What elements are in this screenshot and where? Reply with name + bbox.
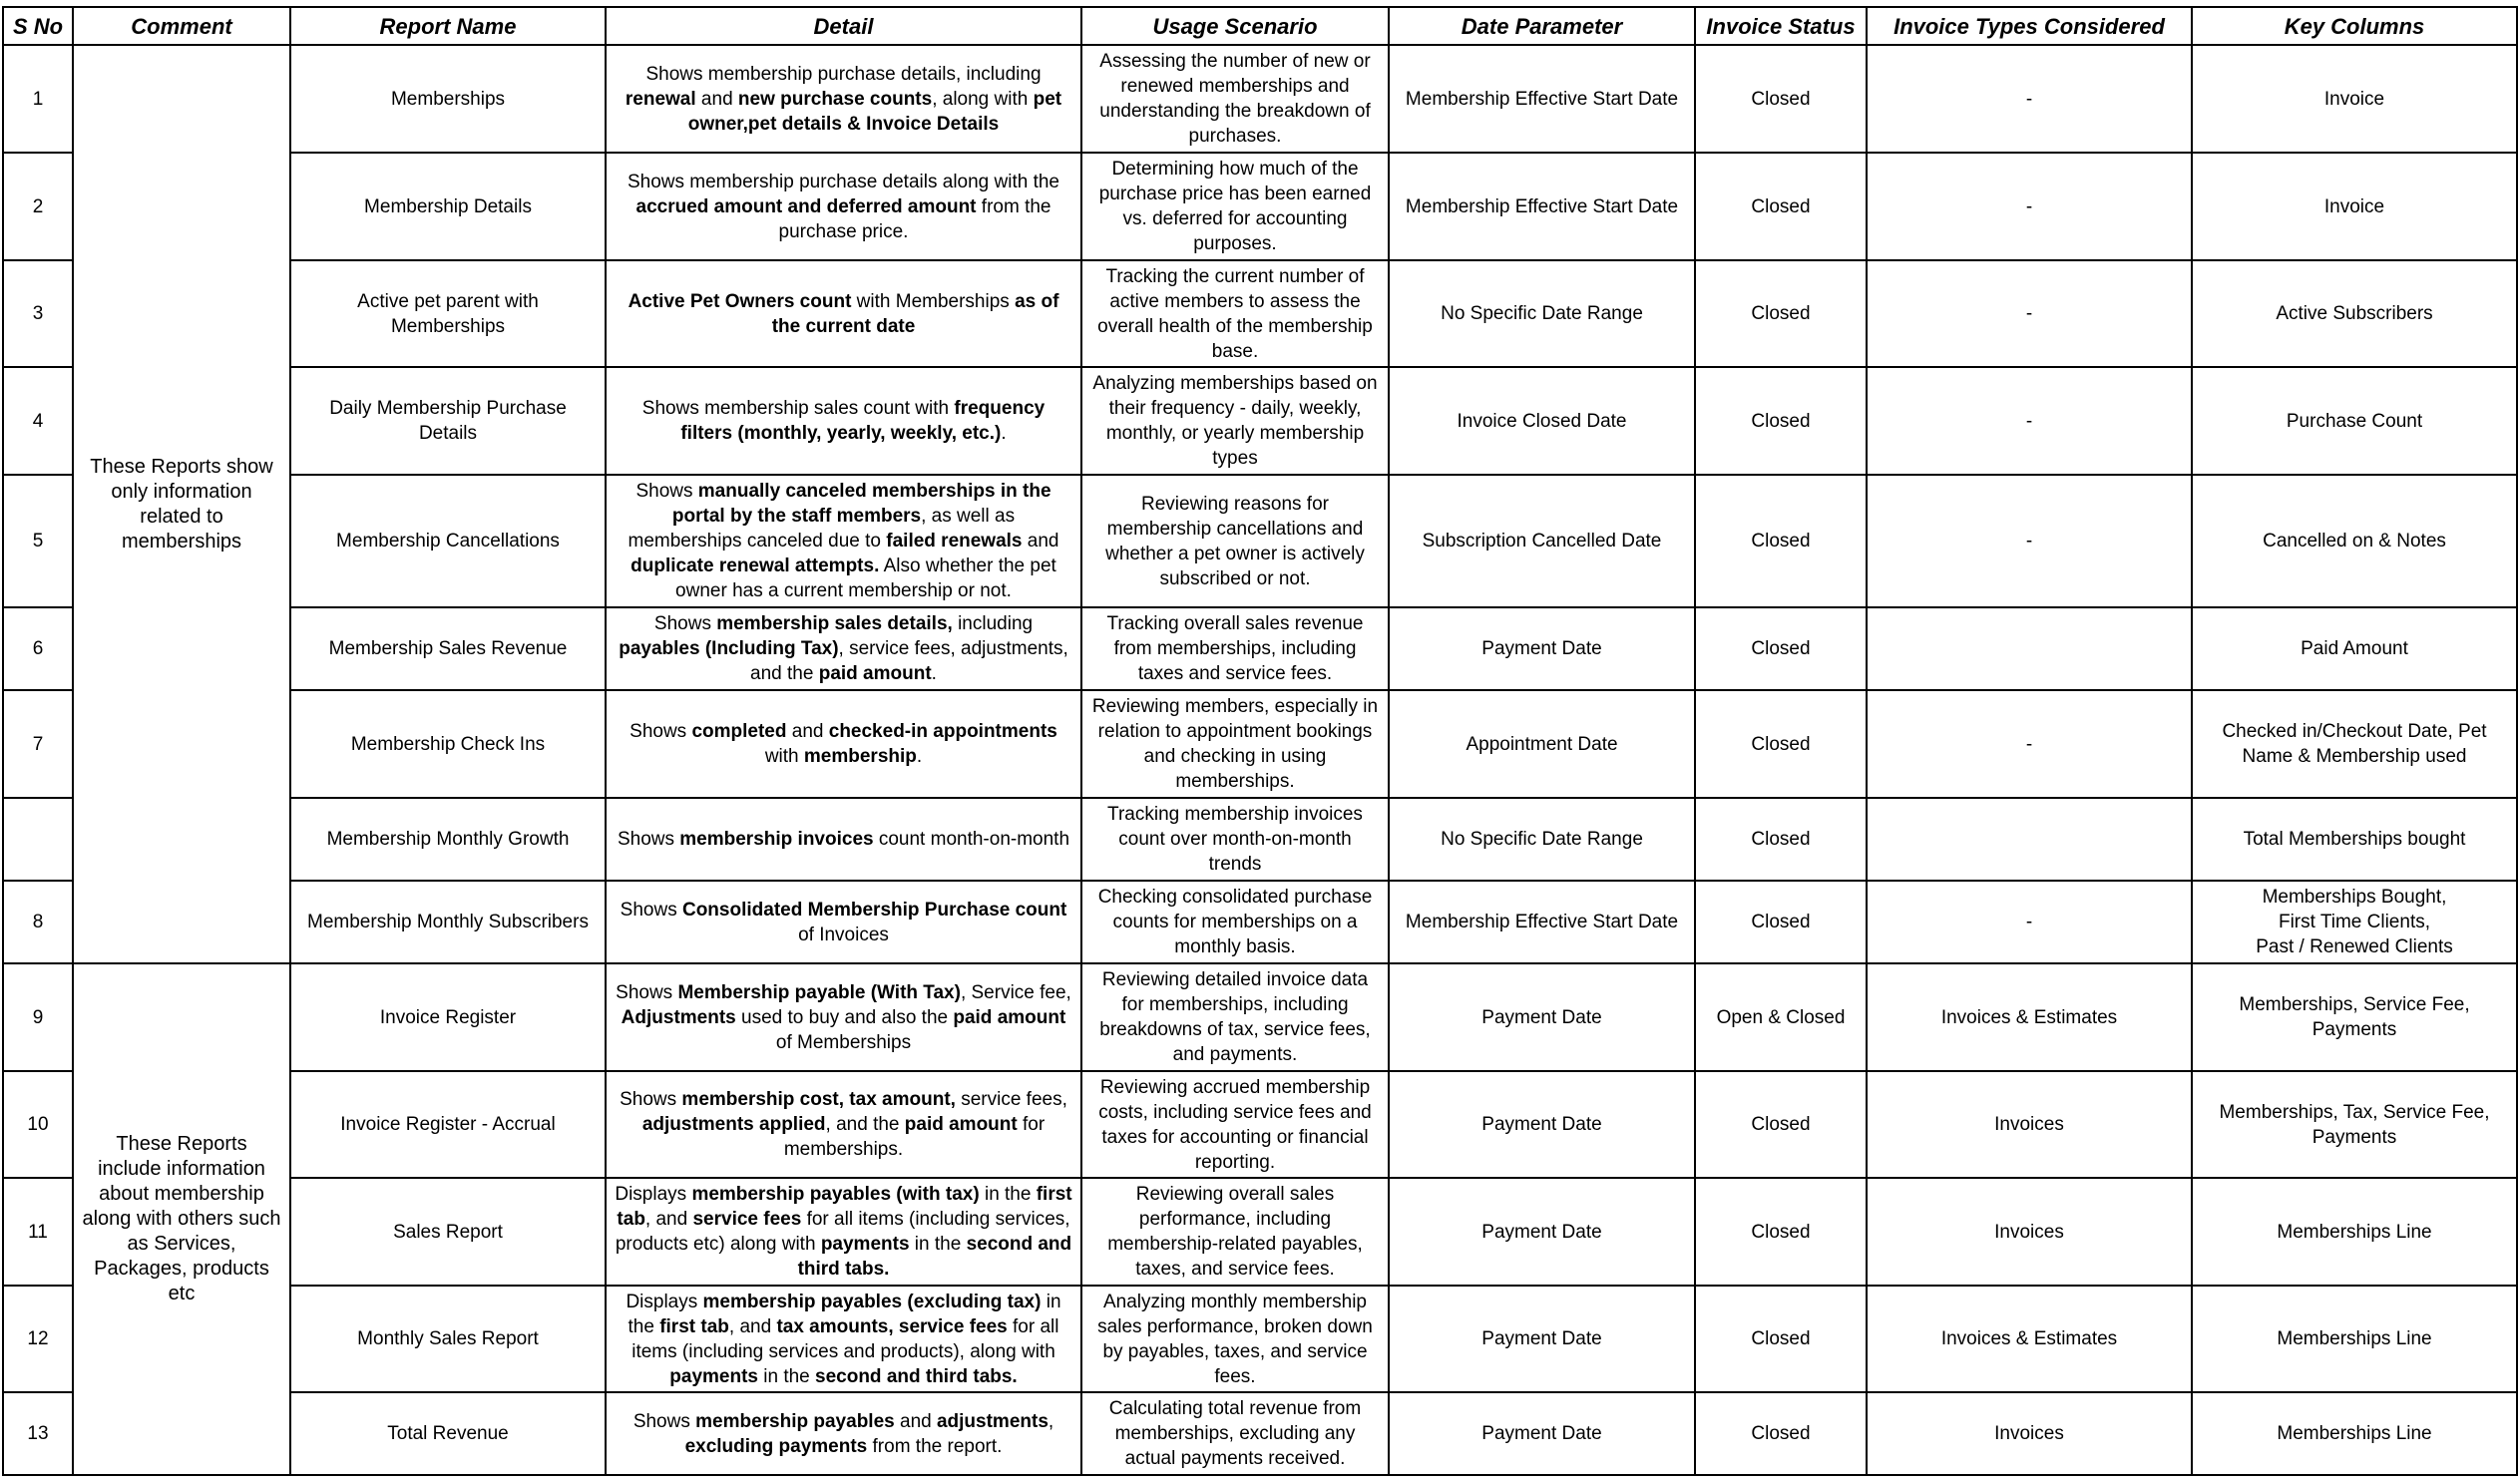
header-comment: Comment (73, 7, 290, 45)
detail-cell (606, 45, 1081, 153)
sno-cell: 3 (3, 260, 73, 367)
key-columns-cell: Memberships Bought, First Time Clients, Past / Renewed Clients (2192, 881, 2517, 963)
key-columns-cell: Invoice (2192, 153, 2517, 260)
sno-cell: 5 (3, 475, 73, 607)
invoice-types-cell: Invoices (1867, 1178, 2192, 1286)
date-parameter-cell: Payment Date (1389, 607, 1695, 690)
invoice-types-cell: - (1867, 367, 2192, 475)
detail-text: from the report. (867, 1435, 1003, 1457)
report-name-cell: Membership Monthly Growth (290, 798, 606, 881)
invoice-types-cell: - (1867, 690, 2192, 798)
usage-scenario-cell: Tracking the current number of active members to assess the overall health of the membership base. (1081, 260, 1389, 367)
usage-scenario-cell: Reviewing accrued membership costs, including service fees and taxes for accounting or financial reporting. (1081, 1071, 1389, 1178)
detail-text: in the (628, 1291, 1061, 1337)
detail-text: . (1001, 423, 1007, 444)
detail-text: and (894, 1410, 937, 1432)
usage-scenario-cell: Determining how much of the purchase price has been earned vs. deferred for accounting purposes. (1081, 153, 1389, 260)
sno-cell: 2 (3, 153, 73, 260)
detail-text: , service fees, adjustments, and the (750, 638, 1068, 684)
detail-text: Shows (630, 721, 692, 742)
detail-cell (606, 153, 1081, 260)
detail-bold-text: paid amount (818, 663, 932, 684)
table-row (3, 1071, 2517, 1178)
table-row (3, 1286, 2517, 1392)
invoice-types-cell (1867, 607, 2192, 690)
detail-bold-text: membership invoices (679, 829, 874, 850)
key-columns-cell: Memberships Line (2192, 1286, 2517, 1392)
detail-bold-text: manually canceled memberships in the portal by the staff members (671, 481, 1051, 527)
report-name-cell: Membership Monthly Subscribers (290, 881, 606, 963)
invoice-types-cell: - (1867, 260, 2192, 367)
header-report-name: Report Name (290, 7, 606, 45)
sno-cell: 7 (3, 690, 73, 798)
detail-text: service fees, (955, 1089, 1067, 1110)
comment-cell: These Reports show only information related to memberships (73, 45, 290, 963)
date-parameter-cell: Invoice Closed Date (1389, 367, 1695, 475)
detail-text: , and the (825, 1114, 905, 1135)
table-row (3, 367, 2517, 475)
detail-bold-text: duplicate renewal attempts. (630, 556, 880, 576)
invoice-status-cell: Closed (1695, 881, 1867, 963)
key-columns-cell: Memberships Line (2192, 1178, 2517, 1286)
detail-cell (606, 367, 1081, 475)
detail-text: Shows membership purchase details, including (645, 63, 1042, 85)
invoice-status-cell: Closed (1695, 260, 1867, 367)
date-parameter-cell: No Specific Date Range (1389, 260, 1695, 367)
invoice-types-cell: Invoices (1867, 1392, 2192, 1475)
invoice-status-cell: Closed (1695, 153, 1867, 260)
detail-text: Shows (620, 899, 682, 921)
invoice-types-cell: Invoices & Estimates (1867, 963, 2192, 1071)
usage-scenario-cell: Tracking membership invoices count over month-on-month trends (1081, 798, 1389, 881)
detail-text: in the (979, 1184, 1037, 1205)
comment-cell: These Reports include information about membership along with others such as Services, Packages, products etc (73, 963, 290, 1475)
sno-cell: 6 (3, 607, 73, 690)
detail-cell (606, 1071, 1081, 1178)
detail-text: in the (757, 1365, 816, 1387)
detail-bold-text: new purchase counts (737, 88, 933, 110)
header-key-columns: Key Columns (2192, 7, 2517, 45)
invoice-status-cell: Closed (1695, 367, 1867, 475)
invoice-types-cell: - (1867, 45, 2192, 153)
invoice-status-cell: Closed (1695, 607, 1867, 690)
invoice-status-cell: Closed (1695, 690, 1867, 798)
detail-bold-text: Membership payable (With Tax) (677, 981, 961, 1003)
date-parameter-cell: Membership Effective Start Date (1389, 153, 1695, 260)
invoice-status-cell: Closed (1695, 1392, 1867, 1475)
report-name-cell: Total Revenue (290, 1392, 606, 1475)
header-usage-scenario: Usage Scenario (1081, 7, 1389, 45)
detail-text: Shows (635, 481, 698, 502)
date-parameter-cell: Payment Date (1389, 963, 1695, 1071)
detail-text: with Memberships (851, 290, 1016, 312)
detail-bold-text: membership cost, tax amount, (681, 1089, 956, 1110)
detail-text: , and (644, 1209, 693, 1230)
usage-scenario-cell: Assessing the number of new or renewed memberships and understanding the breakdown of purchases. (1081, 45, 1389, 153)
detail-text: . (931, 663, 937, 684)
detail-text: Shows (616, 981, 678, 1003)
detail-bold-text: checked-in appointments (828, 721, 1057, 742)
sno-cell: 10 (3, 1071, 73, 1178)
detail-text: Displays (626, 1291, 703, 1312)
sno-cell: 8 (3, 881, 73, 963)
detail-bold-text: failed renewals (886, 531, 1023, 552)
key-columns-cell: Invoice (2192, 45, 2517, 153)
detail-text: from the purchase price. (778, 195, 1051, 242)
report-name-cell: Daily Membership Purchase Details (290, 367, 606, 475)
date-parameter-cell: Membership Effective Start Date (1389, 881, 1695, 963)
sno-cell: 11 (3, 1178, 73, 1286)
detail-bold-text: first tab (617, 1184, 1072, 1230)
sno-cell: 12 (3, 1286, 73, 1392)
header-sno: S No (3, 7, 73, 45)
detail-text: Shows membership purchase details along with the (627, 171, 1059, 192)
table-row (3, 153, 2517, 260)
key-columns-cell: Memberships, Tax, Service Fee, Payments (2192, 1071, 2517, 1178)
detail-text: , as well as memberships canceled due to (628, 506, 1016, 552)
table-row (3, 963, 2517, 1071)
invoice-types-cell: Invoices & Estimates (1867, 1286, 2192, 1392)
detail-bold-text: membership sales details, (716, 613, 953, 634)
detail-text: for all items (including services, products etc) along with (615, 1209, 1070, 1255)
detail-bold-text: adjustments (936, 1410, 1049, 1432)
detail-bold-text: first tab (659, 1315, 729, 1337)
usage-scenario-cell: Reviewing members, especially in relation to appointment bookings and checking in using memberships. (1081, 690, 1389, 798)
table-row (3, 798, 2517, 881)
report-name-cell: Membership Check Ins (290, 690, 606, 798)
key-columns-cell: Checked in/Checkout Date, Pet Name & Membership used (2192, 690, 2517, 798)
report-name-cell: Memberships (290, 45, 606, 153)
usage-scenario-cell: Reviewing detailed invoice data for memberships, including breakdowns of tax, service fees, and payments. (1081, 963, 1389, 1071)
detail-text: and (786, 721, 829, 742)
invoice-status-cell: Closed (1695, 45, 1867, 153)
report-name-cell: Sales Report (290, 1178, 606, 1286)
detail-bold-text: payables (Including Tax) (619, 638, 839, 659)
detail-text: Shows (620, 1089, 682, 1110)
invoice-status-cell: Closed (1695, 1286, 1867, 1392)
detail-bold-text: paid amount (904, 1114, 1018, 1135)
detail-bold-text: tax amounts, service fees (776, 1315, 1008, 1337)
detail-text: , (1048, 1410, 1054, 1432)
sno-cell: 4 (3, 367, 73, 475)
sno-cell (3, 798, 73, 881)
usage-scenario-cell: Reviewing overall sales performance, including membership-related payables, taxes, and service fees. (1081, 1178, 1389, 1286)
detail-text: Shows (617, 829, 680, 850)
detail-text: with (764, 746, 804, 767)
date-parameter-cell: Payment Date (1389, 1071, 1695, 1178)
key-columns-cell: Total Memberships bought (2192, 798, 2517, 881)
detail-text: for all items (including services and products), along with (631, 1315, 1059, 1362)
sno-cell: 9 (3, 963, 73, 1071)
table-row (3, 1392, 2517, 1475)
detail-text: Also whether the pet owner has a current membership or not. (675, 556, 1056, 601)
key-columns-cell: Active Subscribers (2192, 260, 2517, 367)
report-name-cell: Invoice Register - Accrual (290, 1071, 606, 1178)
header-row (3, 7, 2517, 45)
table-row (3, 260, 2517, 367)
detail-text: of Invoices (798, 924, 889, 945)
usage-scenario-cell: Analyzing monthly membership sales performance, broken down by payables, taxes, and service fees. (1081, 1286, 1389, 1392)
detail-text: . (916, 746, 923, 767)
report-name-cell: Membership Details (290, 153, 606, 260)
detail-cell (606, 963, 1081, 1071)
detail-bold-text: membership payables (with tax) (691, 1184, 980, 1205)
detail-text: of Memberships (775, 1031, 912, 1053)
invoice-types-cell: - (1867, 881, 2192, 963)
detail-bold-text: second and third tabs. (797, 1234, 1072, 1280)
reports-table (2, 6, 2518, 1476)
invoice-status-cell: Open & Closed (1695, 963, 1867, 1071)
detail-cell (606, 1178, 1081, 1286)
detail-bold-text: membership payables (excluding tax) (702, 1291, 1042, 1312)
key-columns-cell: Purchase Count (2192, 367, 2517, 475)
sno-cell: 1 (3, 45, 73, 153)
invoice-types-cell: - (1867, 475, 2192, 607)
detail-cell (606, 798, 1081, 881)
detail-cell (606, 881, 1081, 963)
detail-bold-text: service fees (692, 1209, 802, 1230)
detail-bold-text: second and third tabs. (815, 1365, 1018, 1387)
detail-text: in the (909, 1234, 967, 1255)
invoice-types-cell: - (1867, 153, 2192, 260)
header-invoice-types: Invoice Types Considered (1867, 7, 2192, 45)
key-columns-cell: Paid Amount (2192, 607, 2517, 690)
table-row (3, 475, 2517, 607)
detail-text: Shows (653, 613, 717, 634)
detail-bold-text: Consolidated Membership Purchase count (681, 899, 1067, 921)
detail-text: , and (728, 1315, 777, 1337)
invoice-types-cell: Invoices (1867, 1071, 2192, 1178)
detail-text: Shows membership sales count with (641, 398, 955, 419)
detail-bold-text: pet owner,pet details & Invoice Details (687, 88, 1062, 135)
date-parameter-cell: Subscription Cancelled Date (1389, 475, 1695, 607)
detail-cell (606, 1392, 1081, 1475)
report-name-cell: Membership Cancellations (290, 475, 606, 607)
detail-bold-text: payments (820, 1234, 910, 1255)
detail-text: count month-on-month (873, 829, 1070, 850)
detail-bold-text: accrued amount and deferred amount (635, 195, 977, 217)
date-parameter-cell: No Specific Date Range (1389, 798, 1695, 881)
usage-scenario-cell: Calculating total revenue from memberships, excluding any actual payments received. (1081, 1392, 1389, 1475)
detail-bold-text: payments (669, 1365, 758, 1387)
report-name-cell: Monthly Sales Report (290, 1286, 606, 1392)
detail-text: including (952, 613, 1034, 634)
table-row (3, 1178, 2517, 1286)
table-body (3, 45, 2517, 1475)
detail-bold-text: renewal (625, 88, 696, 110)
report-name-cell: Invoice Register (290, 963, 606, 1071)
detail-cell (606, 690, 1081, 798)
invoice-status-cell: Closed (1695, 475, 1867, 607)
detail-bold-text: membership payables (695, 1410, 895, 1432)
detail-cell (606, 260, 1081, 367)
invoice-status-cell: Closed (1695, 798, 1867, 881)
key-columns-cell: Memberships Line (2192, 1392, 2517, 1475)
detail-bold-text: paid amount (953, 1006, 1066, 1028)
date-parameter-cell: Appointment Date (1389, 690, 1695, 798)
usage-scenario-cell: Checking consolidated purchase counts for memberships on a monthly basis. (1081, 881, 1389, 963)
date-parameter-cell: Payment Date (1389, 1178, 1695, 1286)
detail-cell (606, 475, 1081, 607)
table-row (3, 45, 2517, 153)
detail-bold-text: membership (803, 746, 917, 767)
usage-scenario-cell: Reviewing reasons for membership cancellations and whether a pet owner is actively subscribed or not. (1081, 475, 1389, 607)
key-columns-cell: Cancelled on & Notes (2192, 475, 2517, 607)
detail-text: Displays (615, 1184, 692, 1205)
header-detail: Detail (606, 7, 1081, 45)
invoice-status-cell: Closed (1695, 1071, 1867, 1178)
detail-bold-text: Adjustments (621, 1006, 736, 1028)
header-invoice-status: Invoice Status (1695, 7, 1867, 45)
detail-cell (606, 607, 1081, 690)
detail-bold-text: completed (691, 721, 787, 742)
detail-text: and (695, 88, 738, 110)
usage-scenario-cell: Analyzing memberships based on their frequency - daily, weekly, monthly, or yearly membership types (1081, 367, 1389, 475)
detail-text: used to buy and also the (735, 1006, 954, 1028)
detail-bold-text: as of the current date (771, 290, 1059, 337)
detail-bold-text: Active Pet Owners count (628, 290, 852, 312)
key-columns-cell: Memberships, Service Fee, Payments (2192, 963, 2517, 1071)
date-parameter-cell: Payment Date (1389, 1286, 1695, 1392)
header-date-parameter: Date Parameter (1389, 7, 1695, 45)
date-parameter-cell: Payment Date (1389, 1392, 1695, 1475)
detail-bold-text: frequency filters (monthly, yearly, weekly, etc.) (680, 398, 1046, 444)
detail-text: , along with (932, 88, 1034, 110)
detail-text: and (1022, 531, 1059, 552)
detail-bold-text: adjustments applied (641, 1114, 826, 1135)
table-row (3, 607, 2517, 690)
date-parameter-cell: Membership Effective Start Date (1389, 45, 1695, 153)
detail-text: Shows (632, 1410, 696, 1432)
report-name-cell: Membership Sales Revenue (290, 607, 606, 690)
invoice-status-cell: Closed (1695, 1178, 1867, 1286)
table-row (3, 881, 2517, 963)
sno-cell: 13 (3, 1392, 73, 1475)
table-row (3, 690, 2517, 798)
detail-cell (606, 1286, 1081, 1392)
usage-scenario-cell: Tracking overall sales revenue from memberships, including taxes and service fees. (1081, 607, 1389, 690)
detail-text: , Service fee, (960, 981, 1071, 1003)
detail-text: for memberships. (783, 1114, 1046, 1160)
invoice-types-cell (1867, 798, 2192, 881)
report-name-cell: Active pet parent with Memberships (290, 260, 606, 367)
detail-bold-text: excluding payments (684, 1435, 868, 1457)
